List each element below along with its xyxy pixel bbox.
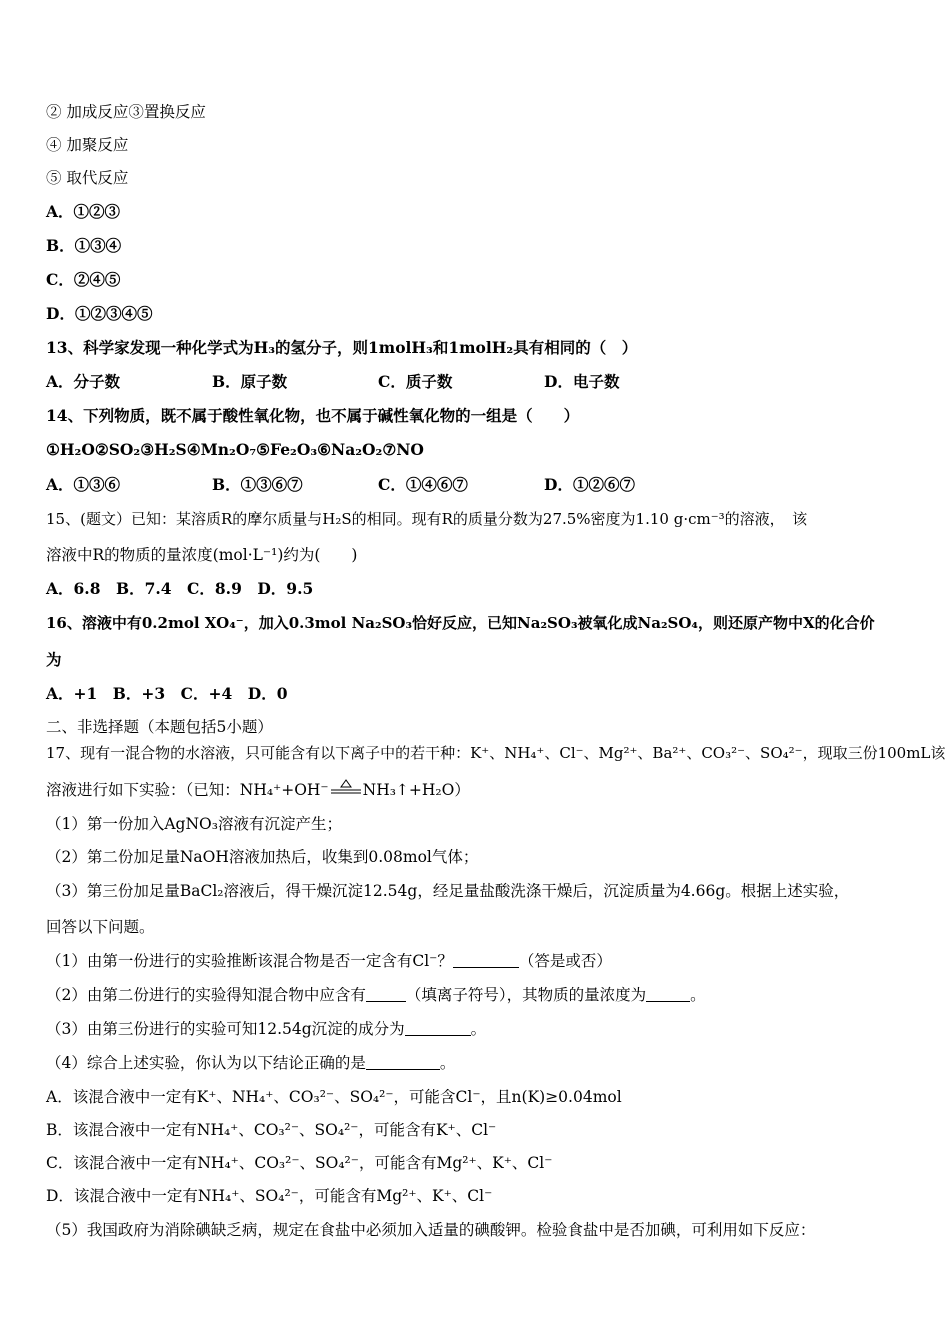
option-d: D．电子数: [544, 372, 620, 391]
question-14-options: [46, 475, 635, 495]
section-heading: 二、非选择题（本题包括5小题）: [46, 718, 273, 736]
text-line: ② 加成反应③置换反应: [46, 103, 206, 121]
option-b: B．原子数: [212, 372, 288, 391]
option-a: A．分子数: [46, 372, 121, 391]
question-16-options: A．+1 B．+3 C．+4 D．0: [46, 684, 288, 703]
option-line: D．①②③④⑤: [46, 304, 153, 323]
question-15-cont: 溶液中R的物质的量浓度(mol·L⁻¹)约为( ): [46, 546, 358, 564]
sub-question-1: （1）由第一份进行的实验推断该混合物是否一定含有Cl⁻？ （答是或否）: [46, 952, 612, 970]
answer-blank[interactable]: [366, 1055, 440, 1070]
sub-question-3: （3）由第三份进行的实验可知12.54g沉淀的成分为 。: [46, 1020, 487, 1038]
option-c: C．①④⑥⑦: [378, 475, 468, 494]
option-c: C．该混合液中一定有NH₄⁺、CO₃²⁻、SO₄²⁻，可能含有Mg²⁺、K⁺、Cl⁻: [46, 1154, 553, 1172]
option-c: C．质子数: [378, 372, 453, 391]
question-13: 13、科学家发现一种化学式为H₃的氢分子，则1molH₃和1molH₂具有相同的（ ）: [46, 338, 638, 357]
answer-blank[interactable]: [453, 953, 519, 968]
sub-question-4: （4）综合上述实验，你认为以下结论正确的是 。: [46, 1054, 456, 1072]
text-line: ⑤ 取代反应: [46, 169, 129, 187]
question-14: 14、下列物质，既不属于酸性氧化物，也不属于碱性氧化物的一组是（ ）: [46, 406, 580, 425]
experiment-1: （1）第一份加入AgNO₃溶液有沉淀产生；: [46, 815, 342, 833]
option-b: B．①③⑥⑦: [212, 475, 303, 494]
option-d: D．该混合液中一定有NH₄⁺、SO₄²⁻，可能含有Mg²⁺、K⁺、Cl⁻: [46, 1187, 493, 1205]
sub-question-5: （5）我国政府为消除碘缺乏病，规定在食盐中必须加入适量的碘酸钾。检验食盐中是否加碘，可利用如下反应：: [46, 1221, 816, 1239]
option-b: B．该混合液中一定有NH₄⁺、CO₃²⁻、SO₄²⁻，可能含有K⁺、Cl⁻: [46, 1121, 497, 1139]
option-a: A．①③⑥: [46, 475, 121, 494]
experiment-3-cont: 回答以下问题。: [46, 918, 155, 936]
experiment-3: （3）第三份加足量BaCl₂溶液后，得干燥沉淀12.54g，经足量盐酸洗涤干燥后，沉淀质量为4.66g。根据上述实验，: [46, 882, 850, 900]
question-15: 15、(题文）已知：某溶质R的摩尔质量与H₂S的相同。现有R的质量分数为27.5%密度为1.10 g·cm⁻³的溶液， 该: [46, 510, 808, 528]
experiment-2: （2）第二份加足量NaOH溶液加热后，收集到0.08mol气体；: [46, 848, 479, 866]
option-line: A．①②③: [46, 202, 121, 221]
answer-blank[interactable]: [405, 1021, 471, 1036]
text-line: ④ 加聚反应: [46, 136, 129, 154]
question-14-list: ①H₂O②SO₂③H₂S④Mn₂O₇⑤Fe₂O₃⑥Na₂O₂⑦NO: [46, 440, 424, 459]
sub-question-2: （2）由第二份进行的实验得知混合物中应含有 （填离子符号），其物质的量浓度为 。: [46, 986, 706, 1004]
answer-blank[interactable]: [366, 987, 406, 1002]
option-a: A．该混合液中一定有K⁺、NH₄⁺、CO₃²⁻、SO₄²⁻，可能含Cl⁻，且n(K)≥0.04mol: [46, 1088, 622, 1106]
option-line: B．①③④: [46, 236, 122, 255]
question-16-cont: 为: [46, 650, 62, 669]
question-16: 16、溶液中有0.2mol XO₄⁻，加入0.3mol Na₂SO₃恰好反应，已知Na₂SO₃被氧化成Na₂SO₄，则还原产物中X的化合价: [46, 614, 875, 632]
question-13-options: [46, 372, 619, 392]
answer-blank[interactable]: [646, 987, 690, 1002]
option-line: C．②④⑤: [46, 270, 121, 289]
option-d: D．①②⑥⑦: [544, 475, 635, 494]
heating-arrow-icon: [329, 783, 363, 797]
question-17: 17、现有一混合物的水溶液，只可能含有以下离子中的若干种：K⁺、NH₄⁺、Cl⁻、Mg²⁺、Ba²⁺、CO₃²⁻、SO₄²⁻，现取三份100mL该: [46, 744, 946, 762]
question-15-options: A．6.8 B．7.4 C．8.9 D．9.5: [46, 579, 314, 598]
question-17-cont: 溶液进行如下实验：（已知：NH₄⁺+OH⁻ NH₃↑+H₂O）: [46, 781, 470, 799]
